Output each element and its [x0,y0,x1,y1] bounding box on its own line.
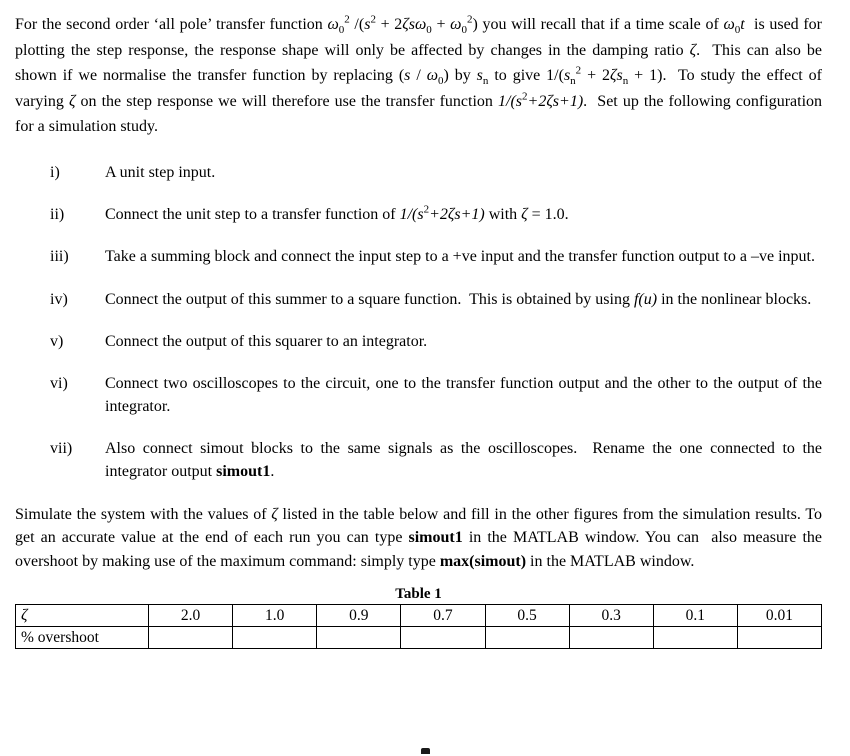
table-cell [653,627,737,649]
table-cell: 0.3 [569,605,653,627]
table-cell: 2.0 [149,605,233,627]
table-cell [401,627,485,649]
list-marker: iv) [50,290,68,308]
table-cell: 0.7 [401,605,485,627]
list-item-text: Connect the output of this summer to a square function. This is obtained by using f(u) in the nonlinear blocks. [105,290,812,308]
intro-paragraph: For the second order ‘all pole’ transfer function $\omega_0^2$ $/(s^2 + 2\zeta s\omega_0 + \omega_0^2)$ you will recall that if a time scale of $\omega_0t$ is used for plotting the step response, the response shape will only be affected by changes in the damping ratio ζ. This can also be shown if we normalise the transfer function by replacing $(s / \omega_0)$ by $s_n$ to give $1/(s_n^2 + 2\zeta s_n + 1)$. To study the effect of varying ζ on the step response we will therefore use the transfer function $1/(s^2+2\zeta s+1)$. Set up the following configuration for a simulation study. [15,13,823,136]
list-item-ii [15,203,822,226]
table-cell: 1.0 [233,605,317,627]
table-cell [317,627,401,649]
list-item-text: Also connect simout blocks to the same signals as the oscilloscopes. Rename the one connected to the integrator output simout1. [105,440,822,481]
table-body [16,605,822,649]
list-item-vi [15,372,822,418]
results-table [15,604,822,649]
list-item-text: Connect the unit step to a transfer function of $1/(s^2+2\zeta s+1)$ with ζ = 1.0. [105,203,569,224]
table-title: Table 1 [395,586,442,603]
list-item-v [15,330,822,353]
list-item-text: A unit step input. [105,163,216,181]
closing-paragraph: Simulate the system with the values of ζ listed in the table below and fill in the other figures from the simulation results. To get an accurate value at the end of each run you can type simout1 in the MATLAB window. You can also measure the overshoot by making use of the maximum command: simply type max(simout) in the MATLAB window. [15,505,822,570]
list-marker: v) [50,332,64,350]
list-item-iv [15,288,822,311]
table-cell: % overshoot [16,627,149,649]
table-cell: 0.1 [653,605,737,627]
table-cell: 0.9 [317,605,401,627]
list-item-iii [15,245,822,268]
list-marker: iii) [50,248,69,266]
table-cell [485,627,569,649]
list-item-text: Connect two oscilloscopes to the circuit, one to the transfer function output and the other to the output of the integrator. [105,374,822,416]
table-cell [233,627,317,649]
table-cell [737,627,821,649]
results-table-section [15,586,822,649]
instruction-list [15,161,822,484]
table-cell [569,627,653,649]
list-marker: i) [50,163,60,181]
cut-off-fragment [421,748,430,754]
list-item-i [15,161,822,184]
table-row [16,605,822,627]
list-marker: vi) [50,374,68,392]
list-marker: ii) [50,206,65,224]
list-marker: vii) [50,440,73,458]
list-item-text: Connect the output of this squarer to an integrator. [105,332,428,350]
table-cell: 0.01 [737,605,821,627]
table-row [16,627,822,649]
table-cell: ζ [16,605,149,627]
list-item-text: Take a summing block and connect the input step to a +ve input and the transfer function output to a –ve input. [105,248,815,266]
list-item-vii [15,437,822,483]
table-cell [149,627,233,649]
table-cell: 0.5 [485,605,569,627]
